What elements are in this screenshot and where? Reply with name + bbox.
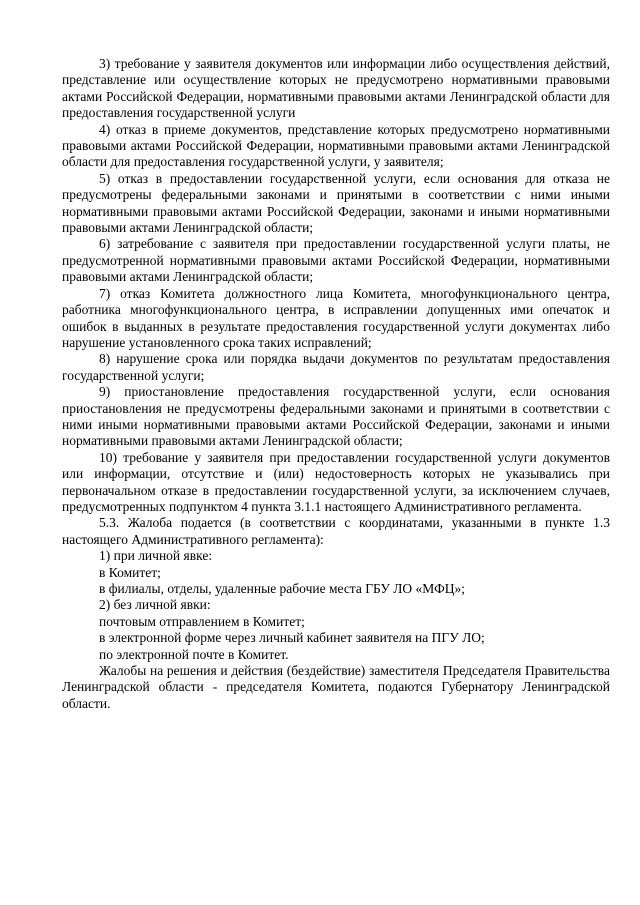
paragraph-item-4: 4) отказ в приеме документов, представление которых предусмотрено нормативными правовыми актами Российской Федерации, нормативными правовыми актами Ленинградской области для предоставления государственной услуги, у заявителя; (62, 121, 610, 170)
paragraph-item-9: 9) приостановление предоставления государственной услуги, если основания приостановления не предусмотрены федеральными законами и принятыми в соответствии с ними иными нормативными правовыми актами Российской Федерации, законами и иными нормативными правовыми актами Ленинградской области; (62, 384, 610, 449)
document-body (62, 56, 610, 712)
list-item-postal: почтовым отправлением в Комитет; (99, 613, 305, 629)
paragraph-section-5-3: 5.3. Жалоба подается (в соответствии с координатами, указанными в пункте 1.3 настоящего Административного регламента): (62, 515, 610, 547)
paragraph-item-10: 10) требование у заявителя при предоставлении государственной услуги документов или информации, отсутствие и (или) недостоверность которых не указывались при первоначальном отказе в предоставлении государственной услуги, за исключением случаев, предусмотренных подпунктом 4 пункта 3.1.1 настоящего Административного регламента. (62, 449, 610, 514)
paragraph-item-5: 5) отказ в предоставлении государственной услуги, если основания для отказа не предусмотрены федеральными законами и принятыми в соответствии с ними иными нормативными правовыми актами Российской Федерации, законами и иными нормативными правовыми актами Ленинградской области; (62, 170, 610, 236)
paragraph-item-8: 8) нарушение срока или порядка выдачи документов по результатам предоставления государственной услуги; (62, 351, 610, 383)
list-item-mfc-branches: в филиалы, отделы, удаленные рабочие места ГБУ ЛО «МФЦ»; (99, 581, 466, 596)
paragraph-complaints-governor: Жалобы на решения и действия (бездействие) заместителя Председателя Правительства Ленинградской области - председателя Комитета, подаются Губернатору Ленинградской области. (62, 663, 610, 711)
list-item-without-visit: 2) без личной явки: (99, 597, 211, 613)
list-item-electronic-form: в электронной форме через личный кабинет заявителя на ПГУ ЛО; (99, 630, 485, 646)
list-item-personal-visit: 1) при личной явке: (99, 548, 213, 564)
paragraph-item-6: 6) затребование с заявителя при предоставлении государственной услуги платы, не предусмотренной нормативными правовыми актами Российской Федерации, нормативными правовыми актами Ленинградской области; (62, 236, 610, 285)
list-item-committee: в Комитет; (99, 564, 161, 580)
paragraph-item-3: 3) требование у заявителя документов или информации либо осуществления действий, представление или осуществление которых не предусмотрено нормативными правовыми актами Российской Федерации, нормативными правовыми актами Ленинградской области для предоставления государственной услуги (62, 56, 610, 121)
paragraph-item-7: 7) отказ Комитета должностного лица Комитета, многофункционального центра, работника многофункционального центра, в исправлении допущенных ими опечаток и ошибок в выданных в результате предоставления государственной услуги документах либо нарушение установленного срока таких исправлений; (62, 285, 610, 350)
list-item-email: по электронной почте в Комитет. (99, 646, 289, 662)
